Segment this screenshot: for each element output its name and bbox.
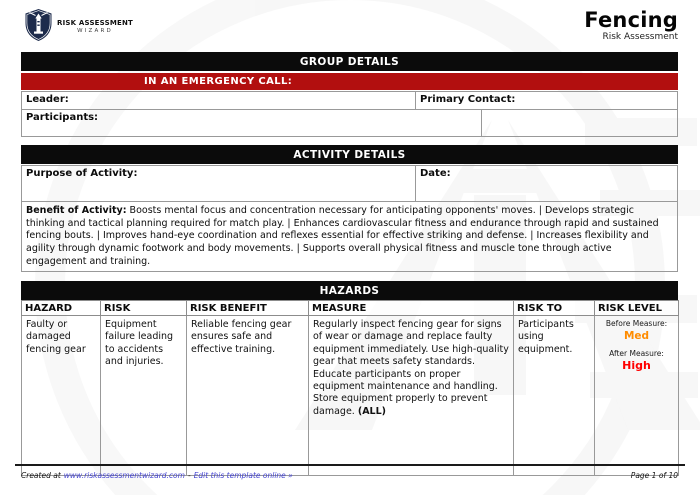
risk-benefit-cell: Reliable fencing gear ensures safe and effective training. [187,316,309,476]
risk-cell: Equipment failure leading to accidents and injuries. [101,316,187,476]
after-measure-label: After Measure: [609,348,664,358]
footer-created-text: Created at [21,471,61,480]
page-number: Page 1 of 10 [630,471,678,480]
before-measure-value: Med [623,329,650,342]
leader-row [21,91,678,110]
date-field: Date: [415,166,677,201]
risk-level-cell [595,316,679,476]
benefit-of-activity-text [22,202,677,271]
brand-name-sub: WIZARD [77,27,113,34]
hazard-row [22,316,679,476]
title-block [584,9,678,42]
page-subtitle: Risk Assessment [602,32,678,43]
page-footer [21,471,678,480]
section-header-hazards: HAZARDS [21,281,678,300]
footer-edit-template-link[interactable]: Edit this template online » [193,471,293,480]
risk-to-cell: Participants using equipment. [514,316,595,476]
leader-field: Leader: [26,94,69,105]
hazards-table [21,300,679,476]
measure-cell [309,316,514,476]
column-header-risk-to: RISK TO [514,301,595,316]
document-body [21,52,678,476]
footer-site-link[interactable]: www.riskassessmentwizard.com [63,471,185,480]
benefit-row [21,202,678,272]
column-header-risk: RISK [101,301,187,316]
footer-divider-line [15,464,685,466]
participants-row [21,110,678,137]
measure-applies-tag: (ALL) [357,405,387,417]
brand-text [57,16,133,34]
brand-logo [25,9,133,41]
shield-lighthouse-icon [25,9,52,41]
column-header-hazard: HAZARD [22,301,101,316]
page-title: Fencing [584,8,678,32]
purpose-date-row [21,165,678,202]
footer-credit [21,471,293,480]
hazards-header-row [22,301,679,316]
primary-contact-field: Primary Contact: [415,92,677,109]
hazard-cell: Faulty or damaged fencing gear [22,316,101,476]
column-header-measure: MEASURE [309,301,514,316]
column-header-risk-level: RISK LEVEL [595,301,679,316]
brand-name: RISK ASSESSMENT [57,19,134,28]
participants-field: Participants: [26,112,99,123]
participants-extra-field [481,110,678,136]
footer-separator: - [187,471,191,480]
benefit-body: Boosts mental focus and concentration necessary for anticipating opponents' moves. | Develops strategic thinking and tactical planning required for match play. | Enhances cardiovascular fitness and endurance through rapid and sustained fencing bouts. | Improves hand-eye coordination and reflexes essential for effective striking and defense. | Increases flexibility and agility through dynamic footwork and body movements. | Supports overall physical fitness and muscle tone through active engagement and training. [26,205,659,267]
before-measure-label: Before Measure: [605,319,668,329]
page-header [25,9,678,49]
column-header-risk-benefit: RISK BENEFIT [187,301,309,316]
emergency-banner [21,73,678,90]
emergency-banner-label: IN AN EMERGENCY CALL: [144,76,293,87]
purpose-of-activity-field: Purpose of Activity: [26,168,138,179]
after-measure-value: High [622,359,651,373]
measure-text: Regularly inspect fencing gear for signs of wear or damage and replace faulty equipment immediately. Use high-quality gear that meets safety standards. Educate participants on proper equipment maintenance and handling. Store equipment properly to prevent damage. [313,319,509,417]
benefit-label: Benefit of Activity: [26,205,127,216]
section-header-group-details: GROUP DETAILS [21,52,678,71]
section-header-activity-details: ACTIVITY DETAILS [21,145,678,164]
